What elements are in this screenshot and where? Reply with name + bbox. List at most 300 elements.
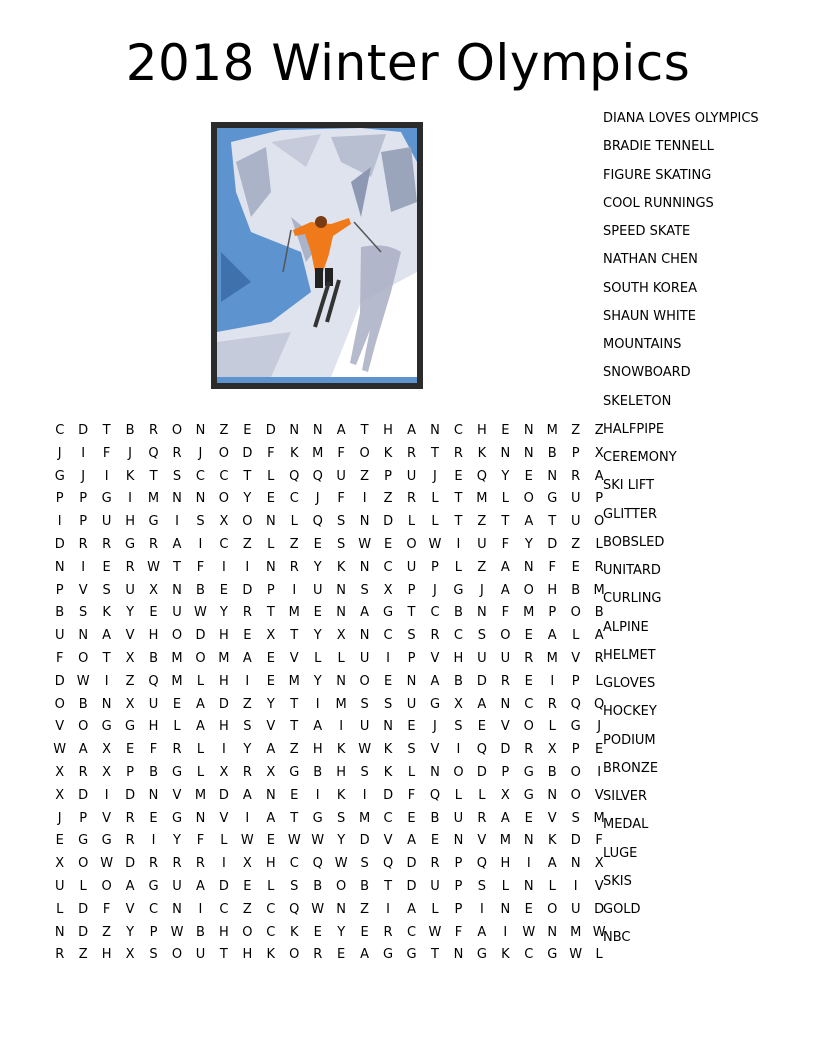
grid-letter: E [337, 947, 346, 963]
grid-letter: L [501, 491, 509, 507]
grid-letter: F [196, 559, 205, 575]
grid-letter: A [172, 536, 182, 552]
grid-letter: S [477, 628, 487, 644]
grid-letter: E [524, 628, 533, 644]
grid-letter: D [54, 536, 65, 552]
grid-letter: L [267, 536, 275, 552]
grid-letter: W [194, 605, 207, 621]
word-list-item: SNOWBOARD [603, 365, 691, 381]
grid-letter: N [477, 605, 487, 621]
grid-letter: S [360, 856, 369, 872]
grid-letter: I [104, 468, 109, 484]
grid-letter: K [125, 468, 135, 484]
grid-letter: C [524, 947, 534, 963]
grid-letter: G [125, 719, 136, 735]
grid-letter: W [334, 856, 348, 872]
grid-letter: G [78, 833, 89, 849]
grid-letter: H [383, 423, 393, 438]
grid-letter: R [383, 924, 393, 940]
grid-letter: B [195, 582, 205, 598]
grid-letter: R [125, 810, 135, 826]
grid-letter: S [172, 468, 182, 484]
grid-letter: U [312, 582, 323, 598]
grid-letter: G [383, 605, 394, 621]
grid-letter: R [172, 445, 182, 461]
grid-letter: A [430, 673, 440, 689]
grid-letter: O [289, 947, 300, 963]
grid-letter: X [55, 856, 65, 872]
word-list [603, 108, 808, 956]
grid-letter: Q [148, 445, 159, 461]
grid-letter: U [172, 605, 182, 621]
grid-letter: X [102, 764, 112, 780]
grid-letter: J [57, 810, 62, 826]
grid-letter: H [242, 947, 253, 963]
grid-letter: S [383, 696, 393, 712]
grid-letter: Q [312, 856, 323, 872]
grid-letter: T [407, 605, 416, 621]
grid-letter: E [313, 536, 322, 552]
grid-letter: G [101, 491, 112, 507]
grid-letter: O [523, 719, 534, 735]
grid-letter: Z [360, 901, 370, 917]
grid-letter: Z [242, 901, 252, 917]
grid-letter: K [547, 833, 557, 849]
grid-letter: A [195, 878, 205, 894]
grid-letter: U [477, 536, 487, 552]
grid-letter: O [171, 423, 183, 438]
grid-letter: D [125, 856, 136, 872]
grid-letter: B [313, 764, 323, 780]
grid-letter: I [245, 673, 250, 689]
grid-letter: Y [501, 468, 510, 484]
grid-letter: R [524, 742, 534, 758]
grid-letter: E [454, 468, 463, 484]
word-list-item: ALPINE [603, 619, 649, 635]
grid-letter: C [219, 536, 229, 552]
grid-letter: L [454, 559, 463, 575]
grid-letter: V [266, 719, 276, 735]
grid-letter: A [242, 787, 252, 803]
grid-letter: N [523, 559, 534, 575]
grid-letter: H [312, 742, 323, 758]
grid-letter: R [430, 856, 440, 872]
grid-letter: N [312, 423, 323, 438]
grid-letter: X [453, 696, 463, 712]
grid-letter: C [453, 423, 463, 438]
grid-letter: G [570, 719, 581, 735]
word-list-item: COOL RUNNINGS [603, 195, 714, 211]
grid-letter: P [79, 514, 88, 530]
grid-letter: L [431, 491, 439, 507]
grid-letter: R [149, 536, 159, 552]
grid-letter: W [170, 924, 184, 940]
grid-letter: W [428, 924, 442, 940]
grid-row [48, 853, 611, 876]
grid-letter: H [500, 856, 511, 872]
grid-letter: F [102, 901, 111, 917]
grid-letter: X [594, 445, 604, 461]
grid-letter: N [265, 514, 276, 530]
grid-letter: V [289, 650, 299, 666]
grid-letter: R [453, 445, 463, 461]
grid-letter: I [362, 787, 367, 803]
grid-letter: Z [242, 536, 252, 552]
grid-letter: E [243, 423, 252, 438]
grid-letter: G [171, 810, 183, 826]
grid-letter: G [547, 491, 558, 507]
grid-letter: L [572, 628, 580, 644]
grid-letter: Y [524, 536, 533, 552]
grid-letter: A [477, 696, 487, 712]
grid-letter: X [125, 947, 135, 963]
grid-letter: R [242, 605, 252, 621]
grid-letter: V [500, 719, 510, 735]
grid-row [48, 420, 611, 443]
grid-letter: L [595, 947, 603, 963]
grid-letter: L [196, 764, 205, 780]
grid-letter: C [149, 901, 159, 917]
grid-letter: N [359, 628, 370, 644]
grid-letter: M [523, 605, 535, 621]
grid-letter: O [78, 719, 89, 735]
grid-letter: T [431, 445, 439, 461]
grid-row [48, 716, 611, 739]
grid-letter: O [171, 947, 183, 963]
grid-letter: L [548, 719, 556, 735]
grid-letter: D [547, 536, 558, 552]
word-list-item: CURLING [603, 591, 662, 607]
grid-letter: N [523, 878, 534, 894]
grid-letter: C [219, 901, 229, 917]
grid-letter: U [125, 582, 135, 598]
grid-letter: Y [337, 924, 346, 940]
grid-letter: C [524, 696, 534, 712]
grid-letter: E [571, 559, 580, 575]
grid-letter: Q [476, 742, 487, 758]
grid-letter: E [501, 423, 510, 438]
grid-letter: P [454, 878, 463, 894]
word-list-item: CEREMONY [603, 450, 677, 465]
grid-letter: N [453, 833, 464, 849]
grid-letter: D [78, 787, 89, 803]
grid-letter: J [479, 582, 484, 598]
grid-letter: F [501, 536, 510, 552]
grid-letter: J [128, 445, 132, 461]
grid-letter: N [172, 901, 182, 917]
grid-letter: C [55, 423, 65, 438]
grid-letter: U [570, 491, 581, 507]
grid-letter: U [500, 650, 511, 666]
grid-letter: F [548, 559, 556, 575]
grid-letter: S [337, 810, 346, 826]
grid-row [48, 671, 611, 694]
grid-letter: Y [243, 491, 252, 507]
grid-letter: P [79, 491, 88, 507]
grid-letter: H [547, 582, 558, 598]
grid-row [48, 534, 611, 557]
grid-letter: P [149, 924, 158, 940]
grid-letter: X [547, 742, 557, 758]
grid-letter: Q [570, 696, 581, 712]
grid-letter: D [54, 673, 65, 689]
grid-letter: A [360, 605, 370, 621]
grid-letter: A [500, 810, 510, 826]
grid-letter: I [57, 514, 62, 530]
grid-letter: G [429, 696, 441, 712]
grid-letter: R [172, 742, 182, 758]
grid-letter: K [336, 742, 346, 758]
grid-letter: I [362, 491, 367, 507]
grid-letter: N [172, 491, 182, 507]
grid-letter: S [407, 628, 416, 644]
grid-letter: A [360, 947, 370, 963]
grid-letter: W [53, 742, 67, 758]
grid-letter: Z [289, 742, 299, 758]
skier-picture [211, 122, 423, 389]
grid-letter: E [266, 491, 275, 507]
word-list-item: NBC [603, 930, 631, 946]
word-list-item: MEDAL [603, 817, 649, 833]
word-list-item: PODIUM [603, 732, 656, 748]
grid-letter: S [196, 514, 205, 530]
grid-letter: K [383, 445, 393, 461]
grid-letter: D [406, 878, 417, 894]
grid-letter: D [218, 787, 229, 803]
grid-letter: M [218, 650, 230, 666]
grid-letter: D [218, 878, 229, 894]
grid-letter: H [101, 947, 112, 963]
grid-letter: V [477, 833, 487, 849]
grid-letter: N [336, 605, 347, 621]
grid-letter: I [573, 878, 578, 894]
grid-letter: X [125, 650, 135, 666]
grid-letter: F [407, 787, 416, 803]
grid-letter: O [500, 628, 511, 644]
word-list-item: BRADIE TENNELL [603, 139, 714, 155]
grid-letter: I [315, 787, 320, 803]
grid-letter: P [407, 582, 416, 598]
grid-letter: L [595, 536, 603, 552]
grid-letter: W [147, 559, 160, 575]
grid-letter: R [594, 559, 604, 575]
grid-letter: T [290, 696, 299, 712]
grid-letter: I [339, 719, 344, 735]
grid-letter: D [500, 742, 511, 758]
grid-letter: V [571, 650, 581, 666]
grid-letter: I [104, 673, 109, 689]
grid-letter: N [430, 764, 440, 780]
grid-letter: P [454, 856, 463, 872]
word-list-item: DIANA LOVES OLYMPICS [603, 111, 759, 126]
grid-letter: T [290, 810, 299, 826]
grid-letter: S [454, 719, 463, 735]
grid-letter: D [359, 833, 370, 849]
grid-letter: H [336, 764, 347, 780]
grid-letter: I [245, 810, 250, 826]
grid-letter: I [479, 901, 484, 917]
word-list-item: NATHAN CHEN [603, 252, 698, 268]
grid-letter: H [453, 650, 464, 666]
grid-row [48, 876, 611, 899]
grid-letter: O [242, 924, 253, 940]
grid-letter: I [81, 559, 86, 575]
grid-letter: O [242, 514, 253, 530]
grid-letter: Q [429, 787, 441, 803]
grid-letter: V [430, 650, 440, 666]
grid-letter: B [594, 605, 604, 621]
grid-letter: B [547, 445, 557, 461]
grid-letter: U [359, 719, 370, 735]
grid-letter: R [500, 673, 510, 689]
grid-letter: B [125, 423, 135, 438]
grid-letter: N [195, 810, 206, 826]
grid-letter: P [454, 901, 463, 917]
grid-letter: N [500, 445, 511, 461]
grid-letter: E [55, 833, 64, 849]
grid-letter: I [128, 491, 132, 507]
grid-letter: N [289, 423, 300, 438]
grid-letter: T [360, 423, 369, 438]
grid-letter: C [383, 810, 393, 826]
grid-letter: B [453, 605, 463, 621]
grid-letter: U [406, 696, 417, 712]
grid-letter: R [195, 856, 205, 872]
grid-letter: N [148, 787, 159, 803]
grid-letter: I [315, 696, 320, 712]
grid-letter: G [289, 764, 300, 780]
grid-letter: L [407, 764, 416, 780]
grid-letter: M [147, 491, 160, 507]
grid-letter: A [266, 810, 276, 826]
grid-letter: Y [337, 833, 346, 849]
grid-letter: S [79, 605, 88, 621]
grid-letter: N [547, 787, 558, 803]
grid-row [48, 922, 611, 945]
grid-letter: S [290, 878, 299, 894]
grid-letter: Y [266, 696, 275, 712]
grid-letter: H [476, 423, 487, 438]
grid-row [48, 488, 611, 511]
grid-letter: D [265, 423, 276, 438]
grid-letter: P [79, 810, 88, 826]
grid-letter: R [407, 491, 417, 507]
word-list-item: LUGE [603, 845, 638, 861]
grid-row [48, 466, 611, 489]
grid-letter: S [407, 742, 416, 758]
grid-letter: U [359, 650, 370, 666]
grid-letter: N [265, 787, 276, 803]
grid-letter: B [149, 764, 158, 780]
grid-letter: T [102, 423, 111, 438]
grid-letter: I [526, 856, 531, 872]
grid-letter: Q [289, 901, 300, 917]
grid-letter: Z [571, 423, 581, 438]
grid-letter: A [266, 742, 276, 758]
grid-letter: E [219, 582, 228, 598]
grid-letter: R [430, 628, 440, 644]
grid-letter: R [125, 833, 135, 849]
grid-letter: B [453, 673, 463, 689]
grid-letter: B [547, 764, 557, 780]
word-list-item: HELMET [603, 647, 656, 663]
grid-letter: B [571, 582, 581, 598]
grid-letter: L [56, 901, 64, 917]
grid-letter: Y [219, 605, 228, 621]
grid-letter: N [523, 833, 534, 849]
grid-letter: I [550, 673, 555, 689]
grid-letter: Q [312, 468, 323, 484]
grid-letter: P [266, 582, 275, 598]
grid-letter: N [336, 673, 347, 689]
grid-letter: H [219, 673, 229, 689]
grid-letter: I [81, 445, 86, 461]
grid-letter: Y [243, 742, 252, 758]
grid-letter: C [289, 856, 299, 872]
grid-letter: M [476, 491, 488, 507]
grid-letter: L [267, 468, 275, 484]
grid-letter: M [194, 787, 207, 803]
grid-row [48, 602, 611, 625]
grid-row [48, 625, 611, 648]
grid-letter: U [54, 628, 65, 644]
grid-row [48, 944, 611, 967]
grid-letter: X [336, 628, 346, 644]
puzzle-grid [48, 420, 611, 967]
grid-letter: T [290, 719, 299, 735]
grid-letter: O [453, 764, 464, 780]
grid-letter: M [546, 650, 558, 666]
grid-letter: C [383, 628, 393, 644]
grid-letter: J [315, 491, 320, 507]
grid-letter: F [454, 924, 463, 940]
grid-letter: Z [242, 696, 252, 712]
grid-letter: R [55, 947, 65, 963]
grid-letter: N [547, 924, 558, 940]
grid-letter: T [384, 878, 393, 894]
grid-letter: N [500, 696, 511, 712]
grid-letter: U [148, 696, 159, 712]
grid-letter: E [407, 719, 416, 735]
grid-letter: T [102, 650, 111, 666]
grid-letter: P [55, 491, 64, 507]
grid-letter: A [594, 628, 604, 644]
grid-letter: H [148, 719, 159, 735]
grid-letter: X [266, 628, 276, 644]
grid-letter: P [571, 673, 580, 689]
word-list-item: SOUTH KOREA [603, 280, 698, 296]
grid-letter: J [433, 582, 437, 598]
grid-letter: Q [476, 856, 487, 872]
grid-letter: G [125, 536, 136, 552]
grid-letter: N [101, 696, 112, 712]
grid-letter: C [266, 924, 276, 940]
grid-letter: M [171, 650, 183, 666]
grid-letter: E [477, 719, 486, 735]
grid-letter: O [101, 878, 112, 894]
grid-letter: L [173, 719, 181, 735]
grid-letter: T [243, 468, 252, 484]
grid-letter: X [219, 514, 229, 530]
grid-letter: V [430, 742, 440, 758]
grid-letter: N [406, 673, 417, 689]
grid-letter: A [547, 628, 557, 644]
grid-letter: G [453, 582, 464, 598]
grid-letter: E [524, 468, 533, 484]
grid-letter: F [55, 650, 64, 666]
grid-letter: X [102, 742, 112, 758]
grid-letter: F [337, 445, 345, 461]
